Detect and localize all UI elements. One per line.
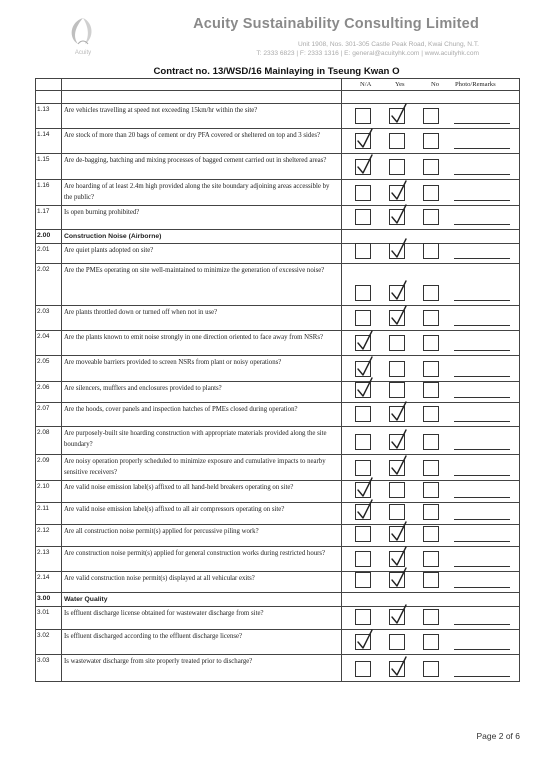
column-yes-label: Yes xyxy=(395,81,405,88)
item-number: 2.12 xyxy=(36,525,62,547)
item-question: Are construction noise permit(s) applied for general construction works during restricted hours? xyxy=(62,547,342,572)
remarks-line[interactable] xyxy=(454,397,510,398)
item-number: 2.11 xyxy=(36,503,62,525)
item-question: Is effluent discharge license obtained for wastewater discharge from site? xyxy=(62,607,342,630)
remarks-line[interactable] xyxy=(454,541,510,542)
yes-checkbox[interactable] xyxy=(389,460,405,476)
yes-checkbox[interactable] xyxy=(389,243,405,259)
response-cell xyxy=(342,427,520,455)
item-question: Are valid noise emission label(s) affixed to all air compressors operating on site? xyxy=(62,503,342,525)
remarks-line[interactable] xyxy=(454,676,510,677)
no-checkbox[interactable] xyxy=(423,285,439,301)
na-checkbox[interactable] xyxy=(355,460,371,476)
response-boxes xyxy=(355,108,440,125)
response-cell xyxy=(342,264,520,306)
na-checkbox[interactable] xyxy=(355,361,371,377)
item-number: 2.02 xyxy=(36,264,62,306)
no-checkbox[interactable] xyxy=(423,551,439,567)
checklist-item-row xyxy=(36,572,520,593)
checklist-item-row xyxy=(36,455,520,481)
response-boxes xyxy=(355,209,440,226)
item-question: Are noisy operation properly scheduled to minimize exposure and cumulative impacts to nearby sensitive receivers? xyxy=(62,455,342,481)
company-name: Acuity Sustainability Consulting Limited xyxy=(193,16,479,32)
yes-checkbox[interactable] xyxy=(389,434,405,450)
item-number: 3.01 xyxy=(36,607,62,630)
contract-title: Contract no. 13/WSD/16 Mainlaying in Tseung Kwan O xyxy=(153,66,400,77)
response-boxes xyxy=(355,285,440,302)
checkmark-icon xyxy=(356,155,374,175)
checkmark-icon xyxy=(356,378,374,398)
response-boxes xyxy=(355,526,440,543)
remarks-line[interactable] xyxy=(454,624,510,625)
item-number: 1.17 xyxy=(36,206,62,230)
item-question: Are de-bagging, batching and mixing processes of bagged cement carried out in sheltered areas? xyxy=(62,154,342,180)
response-cell xyxy=(342,607,520,630)
checkmark-icon xyxy=(390,522,408,542)
yes-checkbox[interactable] xyxy=(389,361,405,377)
remarks-line[interactable] xyxy=(454,566,510,567)
item-number: 2.14 xyxy=(36,572,62,593)
no-checkbox[interactable] xyxy=(423,382,439,398)
no-checkbox[interactable] xyxy=(423,661,439,677)
response-boxes xyxy=(355,460,440,477)
na-checkbox[interactable] xyxy=(355,133,371,149)
item-question: Are stock of more than 20 bags of cement or dry PFA covered or sheltered on top and 3 sides? xyxy=(62,129,342,154)
item-question: Are valid noise emission label(s) affixed to all hand-held breakers operating on site? xyxy=(62,481,342,503)
checklist-item-row xyxy=(36,481,520,503)
response-cell xyxy=(342,455,520,481)
remarks-line[interactable] xyxy=(454,200,510,201)
item-question: Are the PMEs operating on site well-maintained to minimize the generation of excessive noise? xyxy=(62,264,342,306)
checklist-item-row xyxy=(36,607,520,630)
yes-checkbox[interactable] xyxy=(389,526,405,542)
checkmark-icon xyxy=(390,104,408,124)
na-checkbox[interactable] xyxy=(355,243,371,259)
no-checkbox[interactable] xyxy=(423,185,439,201)
na-checkbox[interactable] xyxy=(355,209,371,225)
na-checkbox[interactable] xyxy=(355,661,371,677)
item-number: 1.13 xyxy=(36,104,62,129)
item-question: Are vehicles travelling at speed not exceeding 15km/hr within the site? xyxy=(62,104,342,129)
no-checkbox[interactable] xyxy=(423,133,439,149)
no-checkbox[interactable] xyxy=(423,634,439,650)
response-boxes xyxy=(355,434,440,451)
response-cell xyxy=(342,630,520,655)
na-checkbox[interactable] xyxy=(355,285,371,301)
item-number: 2.09 xyxy=(36,455,62,481)
na-checkbox[interactable] xyxy=(355,504,371,520)
na-checkbox[interactable] xyxy=(355,482,371,498)
remarks-line[interactable] xyxy=(454,376,510,377)
response-boxes xyxy=(355,159,440,176)
section-empty-cell xyxy=(342,230,520,244)
response-boxes xyxy=(355,482,440,499)
response-boxes xyxy=(355,504,440,521)
item-question: Are valid construction noise permit(s) displayed at all vehicular exits? xyxy=(62,572,342,593)
item-question: Are all construction noise permit(s) applied for percussive piling work? xyxy=(62,525,342,547)
checklist-item-row xyxy=(36,655,520,682)
no-checkbox[interactable] xyxy=(423,572,439,588)
item-number: 3.02 xyxy=(36,630,62,655)
response-cell xyxy=(342,572,520,593)
no-checkbox[interactable] xyxy=(423,159,439,175)
checkmark-icon xyxy=(390,402,408,422)
item-number: 1.16 xyxy=(36,180,62,206)
section-number: 2.00 xyxy=(36,230,62,244)
no-checkbox[interactable] xyxy=(423,243,439,259)
item-question: Is effluent discharged according to the effluent discharge license? xyxy=(62,630,342,655)
checklist-item-row xyxy=(36,129,520,154)
remarks-line[interactable] xyxy=(454,587,510,588)
item-number: 1.14 xyxy=(36,129,62,154)
company-address: Unit 1908, Nos. 301-305 Castle Peak Road, Kwai Chung, N.T. xyxy=(297,41,479,48)
yes-checkbox[interactable] xyxy=(389,504,405,520)
remarks-line[interactable] xyxy=(454,300,510,301)
checkmark-icon xyxy=(390,239,408,259)
response-cell xyxy=(342,503,520,525)
checkmark-icon xyxy=(390,657,408,677)
response-cell xyxy=(342,306,520,331)
checkmark-icon xyxy=(390,281,408,301)
yes-checkbox[interactable] xyxy=(389,661,405,677)
item-number: 2.04 xyxy=(36,331,62,356)
remarks-line[interactable] xyxy=(454,148,510,149)
remarks-line[interactable] xyxy=(454,350,510,351)
item-question: Are purposely-built site hoarding construction with appropriate materials provided along the site boundary? xyxy=(62,427,342,455)
remarks-line[interactable] xyxy=(454,497,510,498)
yes-checkbox[interactable] xyxy=(389,285,405,301)
na-checkbox[interactable] xyxy=(355,634,371,650)
section-heading-row xyxy=(36,593,520,607)
response-cell xyxy=(342,331,520,356)
response-cell xyxy=(342,104,520,129)
logo-text: Acuity xyxy=(74,50,92,56)
response-boxes xyxy=(355,335,440,352)
column-remarks-label: Photo/Remarks xyxy=(455,81,496,88)
checklist-item-row xyxy=(36,244,520,264)
no-checkbox[interactable] xyxy=(423,609,439,625)
column-na-label: N/A xyxy=(360,81,372,88)
header-row xyxy=(36,79,520,91)
item-question: Are the hoods, cover panels and inspection hatches of PMEs closed during operation? xyxy=(62,403,342,427)
response-boxes xyxy=(355,310,440,327)
yes-checkbox[interactable] xyxy=(389,634,405,650)
remarks-line[interactable] xyxy=(454,224,510,225)
no-checkbox[interactable] xyxy=(423,209,439,225)
checklist-item-row xyxy=(36,525,520,547)
blank-cell xyxy=(62,91,342,104)
no-checkbox[interactable] xyxy=(423,406,439,422)
item-question: Are silencers, mufflers and enclosures provided to plants? xyxy=(62,382,342,403)
remarks-line[interactable] xyxy=(454,123,510,124)
item-question: Are quiet plants adopted on site? xyxy=(62,244,342,264)
na-checkbox[interactable] xyxy=(355,185,371,201)
response-boxes xyxy=(355,382,440,399)
header-no xyxy=(36,79,62,91)
company-logo-icon xyxy=(58,14,108,58)
checkmark-icon xyxy=(390,456,408,476)
company-contact: T: 2333 6823 | F: 2333 1316 | E: general@acuityhk.com | www.acuityhk.com xyxy=(256,50,479,57)
response-cell xyxy=(342,525,520,547)
remarks-line[interactable] xyxy=(454,174,510,175)
response-cell xyxy=(342,129,520,154)
response-boxes xyxy=(355,609,440,626)
response-cell xyxy=(342,180,520,206)
no-checkbox[interactable] xyxy=(423,482,439,498)
checkmark-icon xyxy=(390,181,408,201)
checklist-item-row xyxy=(36,503,520,525)
na-checkbox[interactable] xyxy=(355,551,371,567)
remarks-line[interactable] xyxy=(454,449,510,450)
no-checkbox[interactable] xyxy=(423,504,439,520)
na-checkbox[interactable] xyxy=(355,609,371,625)
na-checkbox[interactable] xyxy=(355,572,371,588)
section-number: 3.00 xyxy=(36,593,62,607)
item-number: 2.10 xyxy=(36,481,62,503)
response-cell xyxy=(342,206,520,230)
response-boxes xyxy=(355,661,440,678)
response-cell xyxy=(342,382,520,403)
checklist-item-row xyxy=(36,264,520,306)
checklist-item-row xyxy=(36,206,520,230)
yes-checkbox[interactable] xyxy=(389,551,405,567)
na-checkbox[interactable] xyxy=(355,526,371,542)
blank-row xyxy=(36,91,520,104)
remarks-line[interactable] xyxy=(454,258,510,259)
checkmark-icon xyxy=(356,630,374,650)
checkmark-icon xyxy=(390,568,408,588)
remarks-line[interactable] xyxy=(454,649,510,650)
item-number: 3.03 xyxy=(36,655,62,682)
response-boxes xyxy=(355,551,440,568)
response-cell xyxy=(342,244,520,264)
section-title: Water Quality xyxy=(62,593,342,607)
no-checkbox[interactable] xyxy=(423,434,439,450)
response-cell xyxy=(342,655,520,682)
checkmark-icon xyxy=(356,357,374,377)
remarks-line[interactable] xyxy=(454,519,510,520)
yes-checkbox[interactable] xyxy=(389,406,405,422)
checklist-item-row xyxy=(36,356,520,382)
remarks-line[interactable] xyxy=(454,325,510,326)
item-number: 2.03 xyxy=(36,306,62,331)
checkmark-icon xyxy=(356,331,374,351)
checkmark-icon xyxy=(390,605,408,625)
response-boxes xyxy=(355,572,440,589)
no-checkbox[interactable] xyxy=(423,526,439,542)
checklist-item-row xyxy=(36,180,520,206)
checklist-item-row xyxy=(36,306,520,331)
na-checkbox[interactable] xyxy=(355,108,371,124)
section-heading-row xyxy=(36,230,520,244)
response-boxes xyxy=(355,185,440,202)
item-number: 2.05 xyxy=(36,356,62,382)
checkmark-icon xyxy=(390,430,408,450)
column-no-label: No xyxy=(431,81,440,88)
item-question: Are the plants known to emit noise strongly in one direction oriented to face away from NSRs? xyxy=(62,331,342,356)
checklist-table xyxy=(35,78,520,682)
response-cell xyxy=(342,547,520,572)
na-checkbox[interactable] xyxy=(355,406,371,422)
na-checkbox[interactable] xyxy=(355,382,371,398)
page-number: Page 2 of 6 xyxy=(476,731,520,741)
letterhead xyxy=(0,0,553,70)
checklist-item-row xyxy=(36,427,520,455)
section-empty-cell xyxy=(342,593,520,607)
checkmark-icon xyxy=(356,500,374,520)
checkmark-icon xyxy=(390,205,408,225)
response-cell xyxy=(342,403,520,427)
no-checkbox[interactable] xyxy=(423,361,439,377)
item-question: Are hoarding of at least 2.4m high provided along the site boundary adjoining areas accessible by the public? xyxy=(62,180,342,206)
checklist-item-row xyxy=(36,630,520,655)
item-number: 2.01 xyxy=(36,244,62,264)
checklist-item-row xyxy=(36,403,520,427)
yes-checkbox[interactable] xyxy=(389,185,405,201)
checkmark-icon xyxy=(390,306,408,326)
na-checkbox[interactable] xyxy=(355,159,371,175)
response-boxes xyxy=(355,406,440,423)
checklist-item-row xyxy=(36,104,520,129)
yes-checkbox[interactable] xyxy=(389,209,405,225)
remarks-line[interactable] xyxy=(454,421,510,422)
item-number: 1.15 xyxy=(36,154,62,180)
item-number: 2.13 xyxy=(36,547,62,572)
checklist-item-row xyxy=(36,331,520,356)
checkmark-icon xyxy=(356,129,374,149)
na-checkbox[interactable] xyxy=(355,335,371,351)
item-question: Are moveable barriers provided to screen NSRs from plant or noisy operations? xyxy=(62,356,342,382)
blank-cell xyxy=(36,91,62,104)
response-boxes xyxy=(355,243,440,260)
header-question xyxy=(62,79,342,91)
yes-checkbox[interactable] xyxy=(389,335,405,351)
checklist-item-row xyxy=(36,382,520,403)
checklist-item-row xyxy=(36,154,520,180)
yes-checkbox[interactable] xyxy=(389,382,405,398)
response-cell xyxy=(342,154,520,180)
checklist-item-row xyxy=(36,547,520,572)
item-number: 2.06 xyxy=(36,382,62,403)
yes-checkbox[interactable] xyxy=(389,609,405,625)
yes-checkbox[interactable] xyxy=(389,108,405,124)
no-checkbox[interactable] xyxy=(423,310,439,326)
item-question: Is open burning prohibited? xyxy=(62,206,342,230)
na-checkbox[interactable] xyxy=(355,434,371,450)
response-boxes xyxy=(355,361,440,378)
checkmark-icon xyxy=(390,547,408,567)
yes-checkbox[interactable] xyxy=(389,482,405,498)
item-question: Is wastewater discharge from site properly treated prior to discharge? xyxy=(62,655,342,682)
yes-checkbox[interactable] xyxy=(389,159,405,175)
response-boxes xyxy=(355,133,440,150)
yes-checkbox[interactable] xyxy=(389,310,405,326)
remarks-line[interactable] xyxy=(454,475,510,476)
yes-checkbox[interactable] xyxy=(389,572,405,588)
item-question: Are plants throttled down or turned off when not in use? xyxy=(62,306,342,331)
yes-checkbox[interactable] xyxy=(389,133,405,149)
no-checkbox[interactable] xyxy=(423,108,439,124)
section-title: Construction Noise (Airborne) xyxy=(62,230,342,244)
blank-cell xyxy=(342,91,520,104)
checkmark-icon xyxy=(356,478,374,498)
item-number: 2.08 xyxy=(36,427,62,455)
na-checkbox[interactable] xyxy=(355,310,371,326)
no-checkbox[interactable] xyxy=(423,460,439,476)
no-checkbox[interactable] xyxy=(423,335,439,351)
header-response xyxy=(342,79,520,91)
item-number: 2.07 xyxy=(36,403,62,427)
response-boxes xyxy=(355,634,440,651)
